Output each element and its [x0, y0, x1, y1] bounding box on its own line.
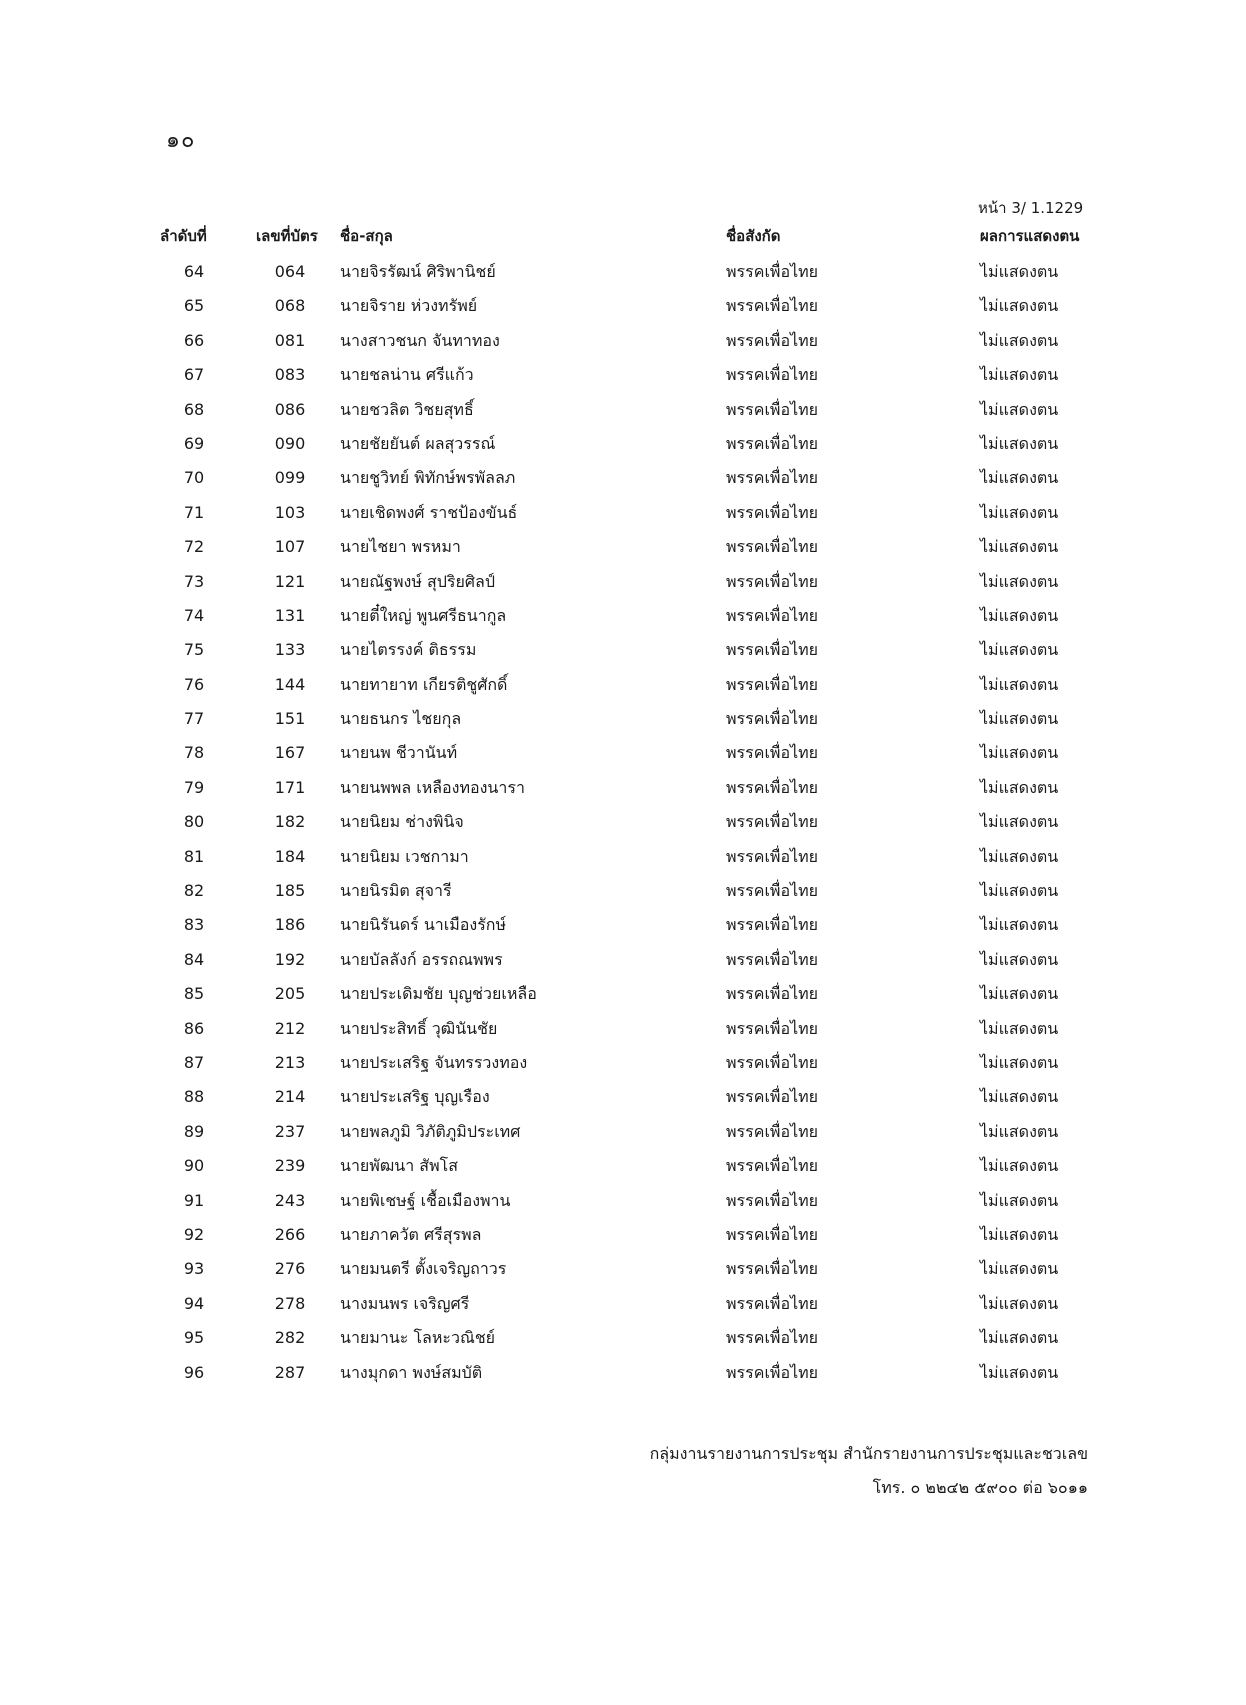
table-row — [0, 1047, 1246, 1081]
cell-party: พรรคเพื่อไทย — [726, 1052, 819, 1072]
cell-result: ไม่แสดงตน — [980, 330, 1059, 350]
table-row — [0, 1081, 1246, 1115]
table-row — [0, 634, 1246, 668]
cell-card-number: 282 — [274, 1328, 306, 1348]
cell-party: พรรคเพื่อไทย — [726, 709, 819, 729]
cell-party: พรรคเพื่อไทย — [726, 674, 819, 694]
cell-result: ไม่แสดงตน — [980, 1328, 1059, 1348]
table-row — [0, 1357, 1246, 1391]
cell-card-number: 133 — [274, 640, 306, 660]
cell-card-number: 099 — [274, 468, 306, 488]
cell-card-number: 171 — [274, 777, 306, 797]
cell-seq: 74 — [183, 605, 205, 625]
cell-card-number: 086 — [274, 399, 306, 419]
cell-seq: 88 — [183, 1087, 205, 1107]
page-reference: หน้า 3/ 1.1229 — [978, 199, 1084, 217]
footer-phone: โทร. ๐ ๒๒๔๒ ๕๙๐๐ ต่อ ๖๐๑๑ — [872, 1478, 1088, 1497]
cell-result: ไม่แสดงตน — [980, 296, 1059, 316]
table-row — [0, 325, 1246, 359]
cell-name: นายประเสริฐ บุญเรือง — [340, 1087, 490, 1107]
header-party: ชื่อสังกัด — [726, 227, 781, 245]
cell-party: พรรคเพื่อไทย — [726, 1328, 819, 1348]
footer-department: กลุ่มงานรายงานการประชุม สำนักรายงานการประชุมและชวเลข — [649, 1444, 1088, 1463]
cell-name: นางมุกดา พงษ์สมบัติ — [340, 1362, 483, 1382]
table-row — [0, 531, 1246, 565]
page-number: ๑๐ — [166, 128, 196, 153]
cell-seq: 66 — [183, 330, 205, 350]
cell-seq: 73 — [183, 571, 205, 591]
cell-result: ไม่แสดงตน — [980, 502, 1059, 522]
cell-result: ไม่แสดงตน — [980, 743, 1059, 763]
cell-seq: 68 — [183, 399, 205, 419]
cell-seq: 76 — [183, 674, 205, 694]
cell-party: พรรคเพื่อไทย — [726, 537, 819, 557]
cell-party: พรรคเพื่อไทย — [726, 1224, 819, 1244]
cell-name: นายบัลลังก์ อรรถณพพร — [340, 949, 503, 969]
table-row — [0, 290, 1246, 324]
cell-result: ไม่แสดงตน — [980, 915, 1059, 935]
cell-card-number: 278 — [274, 1293, 306, 1313]
cell-party: พรรคเพื่อไทย — [726, 1190, 819, 1210]
cell-party: พรรคเพื่อไทย — [726, 1362, 819, 1382]
table-row — [0, 1116, 1246, 1150]
table-row — [0, 806, 1246, 840]
cell-name: นายนพ ชีวานันท์ — [340, 743, 458, 763]
cell-card-number: 131 — [274, 605, 306, 625]
table-row — [0, 1185, 1246, 1219]
cell-card-number: 237 — [274, 1121, 306, 1141]
cell-card-number: 214 — [274, 1087, 306, 1107]
cell-party: พรรคเพื่อไทย — [726, 399, 819, 419]
cell-name: นายชูวิทย์ พิทักษ์พรพัลลภ — [340, 468, 516, 488]
cell-result: ไม่แสดงตน — [980, 949, 1059, 969]
cell-result: ไม่แสดงตน — [980, 1087, 1059, 1107]
cell-result: ไม่แสดงตน — [980, 674, 1059, 694]
cell-result: ไม่แสดงตน — [980, 777, 1059, 797]
cell-card-number: 182 — [274, 812, 306, 832]
cell-party: พรรคเพื่อไทย — [726, 330, 819, 350]
cell-result: ไม่แสดงตน — [980, 262, 1059, 281]
cell-party: พรรคเพื่อไทย — [726, 984, 819, 1004]
cell-card-number: 186 — [274, 915, 306, 935]
cell-name: นายนพพล เหลืองทองนารา — [340, 777, 525, 797]
cell-name: นายไตรรงค์ ติธรรม — [340, 640, 477, 660]
cell-party: พรรคเพื่อไทย — [726, 881, 819, 901]
cell-name: นายนิรมิต สุจารี — [340, 881, 452, 901]
cell-name: นายตี๋ใหญ่ พูนศรีธนากูล — [340, 605, 507, 625]
cell-card-number: 151 — [274, 709, 306, 729]
cell-card-number: 192 — [274, 949, 306, 969]
cell-card-number: 068 — [274, 296, 306, 316]
cell-party: พรรคเพื่อไทย — [726, 1121, 819, 1141]
cell-party: พรรคเพื่อไทย — [726, 605, 819, 625]
cell-party: พรรคเพื่อไทย — [726, 846, 819, 866]
header-result: ผลการแสดงตน — [980, 227, 1080, 245]
cell-card-number: 243 — [274, 1190, 306, 1210]
cell-party: พรรคเพื่อไทย — [726, 949, 819, 969]
cell-card-number: 167 — [274, 743, 306, 763]
cell-result: ไม่แสดงตน — [980, 365, 1059, 385]
cell-result: ไม่แสดงตน — [980, 1018, 1059, 1038]
cell-result: ไม่แสดงตน — [980, 640, 1059, 660]
cell-party: พรรคเพื่อไทย — [726, 433, 819, 453]
cell-name: นายพิเชษฐ์ เชื้อเมืองพาน — [340, 1190, 511, 1210]
cell-result: ไม่แสดงตน — [980, 984, 1059, 1004]
cell-card-number: 121 — [274, 571, 306, 591]
cell-card-number: 090 — [274, 433, 306, 453]
cell-result: ไม่แสดงตน — [980, 1121, 1059, 1141]
cell-party: พรรคเพื่อไทย — [726, 296, 819, 316]
table-row — [0, 772, 1246, 806]
cell-seq: 70 — [183, 468, 205, 488]
table-row — [0, 497, 1246, 531]
cell-seq: 64 — [183, 262, 205, 281]
cell-card-number: 107 — [274, 537, 306, 557]
cell-party: พรรคเพื่อไทย — [726, 468, 819, 488]
table-row — [0, 737, 1246, 771]
cell-seq: 84 — [183, 949, 205, 969]
table-row — [0, 669, 1246, 703]
cell-party: พรรคเพื่อไทย — [726, 777, 819, 797]
cell-name: นายไชยา พรหมา — [340, 537, 461, 557]
cell-seq: 67 — [183, 365, 205, 385]
cell-result: ไม่แสดงตน — [980, 846, 1059, 866]
cell-card-number: 205 — [274, 984, 306, 1004]
table-row — [0, 1219, 1246, 1253]
cell-result: ไม่แสดงตน — [980, 468, 1059, 488]
cell-seq: 75 — [183, 640, 205, 660]
cell-seq: 83 — [183, 915, 205, 935]
cell-name: นายมนตรี ตั้งเจริญถาวร — [340, 1259, 507, 1279]
cell-card-number: 266 — [274, 1224, 306, 1244]
cell-result: ไม่แสดงตน — [980, 605, 1059, 625]
cell-result: ไม่แสดงตน — [980, 1259, 1059, 1279]
cell-party: พรรคเพื่อไทย — [726, 1293, 819, 1313]
cell-seq: 71 — [183, 502, 205, 522]
table-row — [0, 875, 1246, 909]
cell-name: นายมานะ โลหะวณิชย์ — [340, 1328, 496, 1348]
cell-seq: 80 — [183, 812, 205, 832]
header-seq: ลำดับที่ — [160, 227, 207, 245]
cell-card-number: 081 — [274, 330, 306, 350]
table-row — [0, 909, 1246, 943]
cell-seq: 89 — [183, 1121, 205, 1141]
cell-seq: 87 — [183, 1052, 205, 1072]
table-row — [0, 256, 1246, 290]
cell-seq: 79 — [183, 777, 205, 797]
table-header-row — [0, 226, 1246, 256]
cell-card-number: 064 — [274, 262, 306, 281]
cell-result: ไม่แสดงตน — [980, 709, 1059, 729]
table-row — [0, 1253, 1246, 1287]
cell-result: ไม่แสดงตน — [980, 1190, 1059, 1210]
cell-seq: 77 — [183, 709, 205, 729]
table-row — [0, 978, 1246, 1012]
cell-seq: 72 — [183, 537, 205, 557]
table-row — [0, 1013, 1246, 1047]
header-name: ชื่อ-สกุล — [340, 227, 393, 245]
cell-party: พรรคเพื่อไทย — [726, 502, 819, 522]
cell-party: พรรคเพื่อไทย — [726, 571, 819, 591]
cell-name: นายณัฐพงษ์ สุปริยศิลป์ — [340, 571, 495, 591]
cell-name: นายจิราย ห่วงทรัพย์ — [340, 296, 478, 316]
cell-seq: 96 — [183, 1362, 205, 1382]
cell-name: นางมนพร เจริญศรี — [340, 1293, 470, 1313]
cell-name: นายจิรรัฒน์ ศิริพานิชย์ — [340, 262, 496, 281]
cell-result: ไม่แสดงตน — [980, 881, 1059, 901]
cell-result: ไม่แสดงตน — [980, 1362, 1059, 1382]
cell-seq: 95 — [183, 1328, 205, 1348]
cell-result: ไม่แสดงตน — [980, 1293, 1059, 1313]
table-row — [0, 1150, 1246, 1184]
table-row — [0, 600, 1246, 634]
cell-result: ไม่แสดงตน — [980, 1052, 1059, 1072]
cell-name: นายเชิดพงศ์ ราชป้องขันธ์ — [340, 502, 518, 522]
table-row — [0, 703, 1246, 737]
cell-card-number: 213 — [274, 1052, 306, 1072]
cell-name: นางสาวชนก จันทาทอง — [340, 330, 500, 350]
table-row — [0, 428, 1246, 462]
cell-result: ไม่แสดงตน — [980, 1156, 1059, 1176]
table-body — [0, 256, 1246, 1391]
attendance-table — [0, 226, 1246, 1391]
cell-party: พรรคเพื่อไทย — [726, 812, 819, 832]
cell-card-number: 083 — [274, 365, 306, 385]
cell-name: นายพัฒนา สัพโส — [340, 1156, 458, 1176]
cell-name: นายธนกร ไชยกุล — [340, 709, 462, 729]
cell-name: นายประเสริฐ จันทรรวงทอง — [340, 1052, 528, 1072]
cell-party: พรรคเพื่อไทย — [726, 1259, 819, 1279]
cell-card-number: 276 — [274, 1259, 306, 1279]
table-row — [0, 566, 1246, 600]
cell-result: ไม่แสดงตน — [980, 1224, 1059, 1244]
cell-name: นายชัยยันต์ ผลสุวรรณ์ — [340, 433, 496, 453]
cell-name: นายทายาท เกียรติชูศักดิ์ — [340, 674, 508, 694]
cell-result: ไม่แสดงตน — [980, 812, 1059, 832]
cell-seq: 78 — [183, 743, 205, 763]
cell-seq: 92 — [183, 1224, 205, 1244]
cell-party: พรรคเพื่อไทย — [726, 1018, 819, 1038]
table-row — [0, 841, 1246, 875]
cell-card-number: 239 — [274, 1156, 306, 1176]
cell-name: นายภาควัต ศรีสุรพล — [340, 1224, 482, 1244]
cell-result: ไม่แสดงตน — [980, 399, 1059, 419]
cell-card-number: 184 — [274, 846, 306, 866]
table-row — [0, 1322, 1246, 1356]
table-row — [0, 394, 1246, 428]
cell-seq: 86 — [183, 1018, 205, 1038]
cell-seq: 85 — [183, 984, 205, 1004]
cell-seq: 94 — [183, 1293, 205, 1313]
cell-name: นายประสิทธิ์ วุฒินันชัย — [340, 1018, 498, 1038]
cell-name: นายนิยม เวชกามา — [340, 846, 469, 866]
cell-card-number: 144 — [274, 674, 306, 694]
table-row — [0, 944, 1246, 978]
cell-name: นายนิรันดร์ นาเมืองรักษ์ — [340, 915, 507, 935]
cell-seq: 81 — [183, 846, 205, 866]
cell-seq: 65 — [183, 296, 205, 316]
cell-name: นายชลน่าน ศรีแก้ว — [340, 365, 474, 385]
cell-result: ไม่แสดงตน — [980, 433, 1059, 453]
cell-party: พรรคเพื่อไทย — [726, 262, 819, 281]
cell-seq: 91 — [183, 1190, 205, 1210]
table-row — [0, 359, 1246, 393]
cell-party: พรรคเพื่อไทย — [726, 640, 819, 660]
cell-card-number: 287 — [274, 1362, 306, 1382]
cell-name: นายนิยม ช่างพินิจ — [340, 812, 464, 832]
cell-party: พรรคเพื่อไทย — [726, 1156, 819, 1176]
cell-card-number: 103 — [274, 502, 306, 522]
cell-name: นายชวลิต วิชยสุทธิ์ — [340, 399, 474, 419]
cell-party: พรรคเพื่อไทย — [726, 1087, 819, 1107]
cell-result: ไม่แสดงตน — [980, 537, 1059, 557]
table-row — [0, 462, 1246, 496]
cell-seq: 93 — [183, 1259, 205, 1279]
cell-card-number: 212 — [274, 1018, 306, 1038]
cell-name: นายพลภูมิ วิภัติภูมิประเทศ — [340, 1121, 521, 1141]
cell-party: พรรคเพื่อไทย — [726, 743, 819, 763]
cell-party: พรรคเพื่อไทย — [726, 365, 819, 385]
cell-party: พรรคเพื่อไทย — [726, 915, 819, 935]
cell-card-number: 185 — [274, 881, 306, 901]
cell-result: ไม่แสดงตน — [980, 571, 1059, 591]
table-row — [0, 1288, 1246, 1322]
header-card-number: เลขที่บัตร — [256, 227, 318, 245]
cell-seq: 69 — [183, 433, 205, 453]
cell-seq: 90 — [183, 1156, 205, 1176]
cell-seq: 82 — [183, 881, 205, 901]
cell-name: นายประเดิมชัย บุญช่วยเหลือ — [340, 984, 537, 1004]
